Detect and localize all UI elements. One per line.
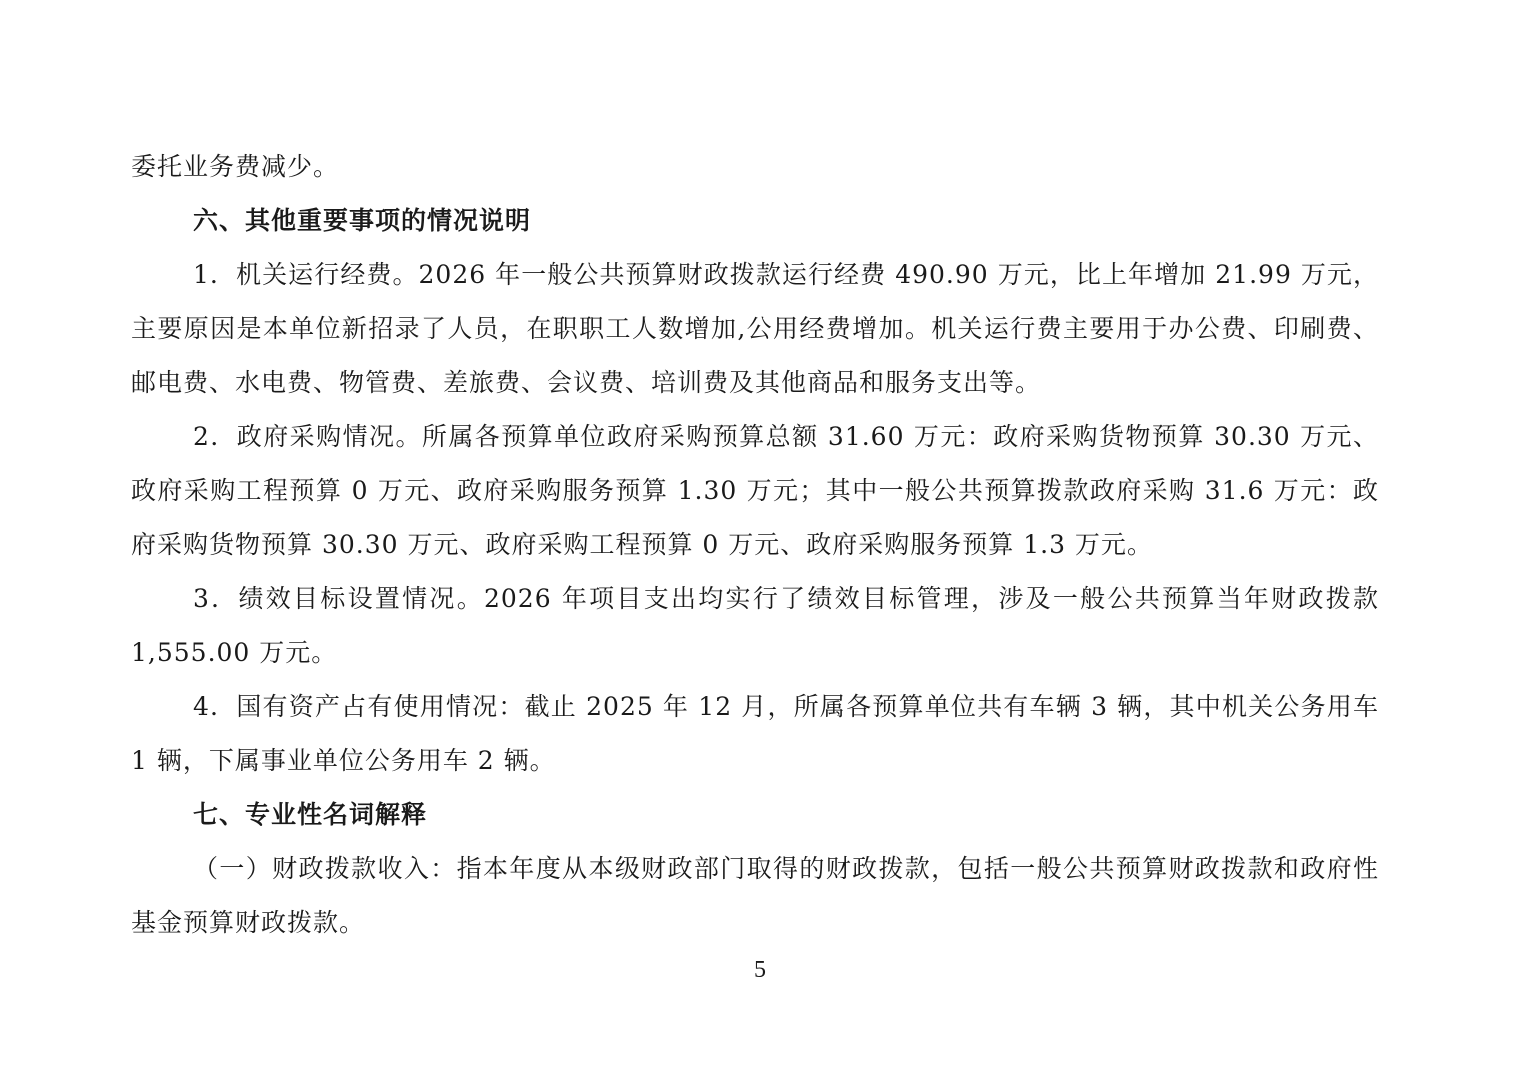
document-body bbox=[131, 140, 1379, 950]
paragraph-performance-targets: 3．绩效目标设置情况。2026 年项目支出均实行了绩效目标管理，涉及一般公共预算当年财政拨款 1,555.00 万元。 bbox=[131, 584, 1379, 667]
section-heading-glossary: 七、专业性名词解释 bbox=[193, 800, 428, 829]
paragraph-glossary-fiscal-appropriation: （一）财政拨款收入：指本年度从本级财政部门取得的财政拨款，包括一般公共预算财政拨款和政府性基金预算财政拨款。 bbox=[131, 854, 1379, 937]
section-heading-other-matters: 六、其他重要事项的情况说明 bbox=[193, 206, 532, 235]
paragraph-state-assets: 4．国有资产占有使用情况：截止 2025 年 12 月，所属各预算单位共有车辆 3 辆，其中机关公务用车 1 辆，下属事业单位公务用车 2 辆。 bbox=[131, 692, 1379, 775]
paragraph-government-procurement: 2．政府采购情况。所属各预算单位政府采购预算总额 31.60 万元：政府采购货物预算 30.30 万元、政府采购工程预算 0 万元、政府采购服务预算 1.30 万元；其中一般公共预算拨款政府采购 31.6 万元：政府采购货物预算 30.30 万元、政府采购工程预算 0 万元、政府采购服务预算 1.3 万元。 bbox=[131, 422, 1379, 559]
continuation-paragraph: 委托业务费减少。 bbox=[131, 152, 340, 181]
paragraph-operating-expenses: 1．机关运行经费。2026 年一般公共预算财政拨款运行经费 490.90 万元，比上年增加 21.99 万元，主要原因是本单位新招录了人员，在职职工人数增加,公用经费增加。机关运行费主要用于办公费、印刷费、邮电费、水电费、物管费、差旅费、会议费、培训费及其他商品和服务支出等。 bbox=[131, 260, 1379, 397]
page-number: 5 bbox=[754, 957, 766, 983]
